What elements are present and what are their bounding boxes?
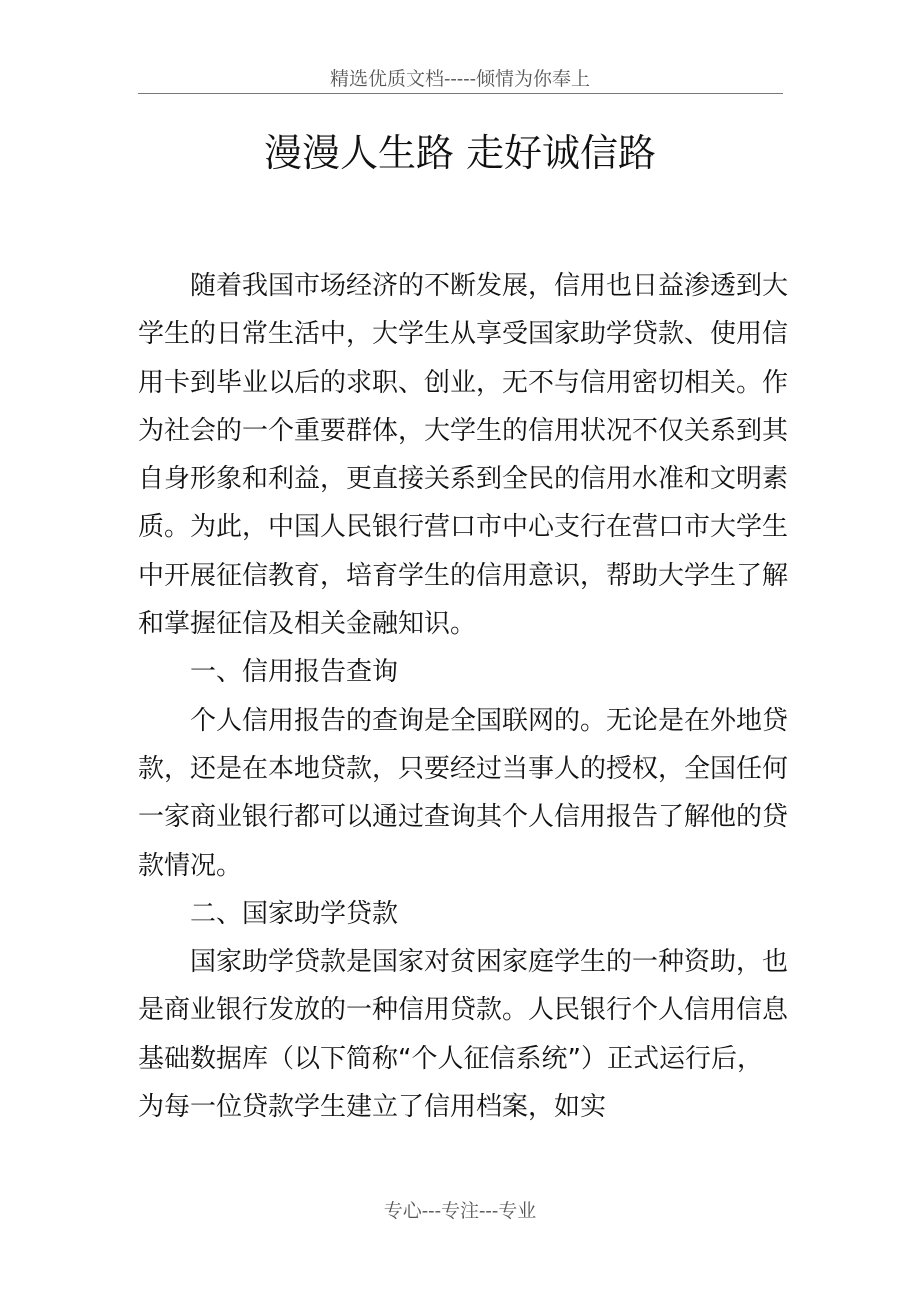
section-heading-student-loan: 二、国家助学贷款 — [190, 898, 399, 929]
header-divider — [138, 93, 783, 94]
document-title: 漫漫人生路 走好诚信路 — [263, 131, 657, 175]
section-heading-credit-report: 一、信用报告查询 — [190, 657, 399, 688]
page-header: 精选优质文档-----倾情为你奉上 — [329, 68, 591, 90]
page-footer: 专心---专注---专业 — [383, 1200, 537, 1222]
paragraph-credit-report: 个人信用报告的查询是全国联网的。无论是在外地贷款，还是在本地贷款，只要经过当事人的授权，全国任何一家商业银行都可以通过查询其个人信用报告了解他的贷款情况。 — [138, 705, 789, 881]
paragraph-intro: 随着我国市场经济的不断发展，信用也日益渗透到大学生的日常生活中，大学生从享受国家助学贷款、使用信用卡到毕业以后的求职、创业，无不与信用密切相关。作为社会的一个重要群体，大学生的信用状况不仅关系到其自身形象和利益，更直接关系到全民的信用水准和文明素质。为此，中国人民银行营口市中心支行在营口市大学生中开展征信教育，培育学生的信用意识，帮助大学生了解和掌握征信及相关金融知识。 — [138, 271, 789, 640]
paragraph-student-loan: 国家助学贷款是国家对贫困家庭学生的一种资助，也是商业银行发放的一种信用贷款。人民银行个人信用信息基础数据库（以下简称“个人征信系统”）正式运行后，为每一位贷款学生建立了信用档案，如实 — [138, 947, 789, 1123]
document-body — [138, 262, 788, 1131]
